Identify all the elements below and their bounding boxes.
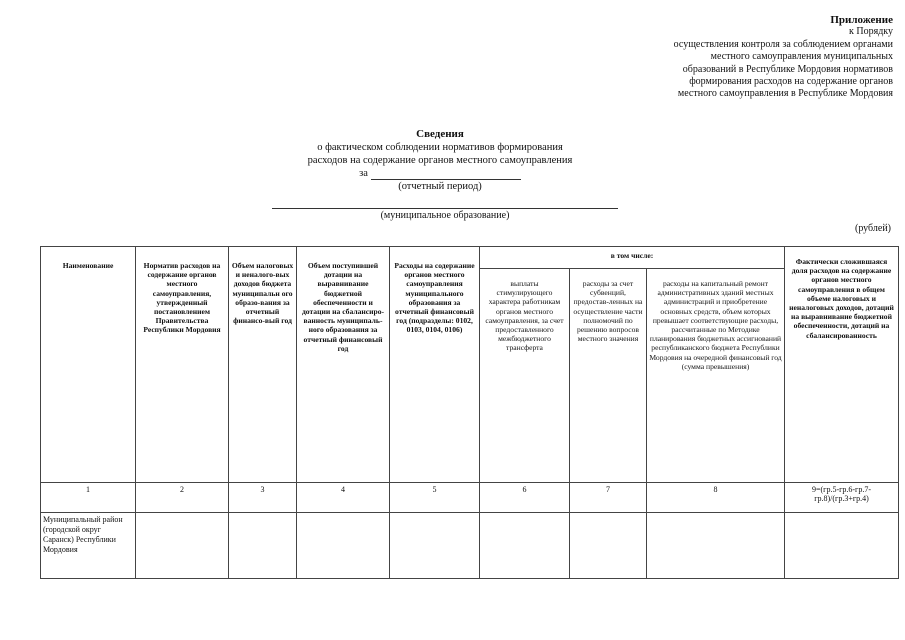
- table-cell: [647, 513, 785, 579]
- column-number: 6: [480, 483, 570, 513]
- period-blank: [371, 169, 521, 180]
- header-name: Наименование: [41, 247, 136, 483]
- table-cell: [136, 513, 229, 579]
- period-caption: (отчетный период): [398, 181, 482, 192]
- column-number: 5: [390, 483, 480, 513]
- period-prefix: за: [359, 168, 368, 179]
- table-cell: [570, 513, 647, 579]
- appendix-line: местного самоуправления муниципальных: [710, 51, 893, 63]
- column-formula: 9=(гр.5-гр.6-гр.7-гр.8)/(гр.3+гр.4): [785, 483, 899, 513]
- column-number: 2: [136, 483, 229, 513]
- table-row-name: Муниципальный район (городской округ Саранск) Республики Мордовия: [41, 513, 136, 579]
- document-title: Сведения: [416, 128, 464, 140]
- table-cell: [390, 513, 480, 579]
- column-number: 3: [229, 483, 297, 513]
- header-including: в том числе:: [480, 247, 785, 269]
- header-revenue: Объем налоговых и неналого-вых доходов бюджета муниципальн ого образо-вания за отчетный финансо-вый год: [229, 247, 297, 483]
- appendix-line: осуществления контроля за соблюдением органами: [673, 38, 893, 50]
- column-number: 1: [41, 483, 136, 513]
- header-subsidy: Объем поступившей дотации на выравнивание бюджетной обеспеченности и дотации на сбалансиро-ванность муниципаль-ного образования за отчетный финансовый год: [297, 247, 390, 483]
- units-label: (рублей): [854, 223, 891, 234]
- document-heading: [250, 128, 630, 193]
- appendix-line: формирования расходов на содержание органов: [689, 76, 893, 88]
- column-number: 7: [570, 483, 647, 513]
- municipality-blank: [272, 208, 618, 209]
- header-incentive: выплаты стимулирующего характера работникам органов местного самоуправления, за счет предоставленного межбюджетного трансферта: [480, 269, 570, 483]
- table-cell: [229, 513, 297, 579]
- table-cell: [480, 513, 570, 579]
- heading-line: о фактическом соблюдении нормативов формирования: [317, 142, 563, 153]
- header-capital-repair: расходы на капитальный ремонт административных зданий местных администраций и приобретение основных средств, объем которых превышает соответствующие расходы, рассчитанные по Методике планирования бюджетных ассигнований республиканского бюджета Республики Мордовия на очередной финансовый год (сумма превышения): [647, 269, 785, 483]
- table-cell: [297, 513, 390, 579]
- header-expenses: Расходы на содержание органов местного самоуправления муниципального образования за отчетный финансовый год (подразделы: 0102, 0103, 0104, 0106): [390, 247, 480, 483]
- appendix-line: образований в Республике Мордовия нормативов: [682, 63, 893, 75]
- appendix-line: к Порядку: [849, 26, 893, 38]
- municipality-caption: (муниципальное образование): [380, 210, 510, 221]
- period-line: [250, 167, 630, 180]
- column-number: 4: [297, 483, 390, 513]
- header-norm: Норматив расходов на содержание органов местного самоуправления, утвержденный постановлением Правительства Республики Мордовия: [136, 247, 229, 483]
- table-cell: [785, 513, 899, 579]
- heading-line: расходов на содержание органов местного самоуправления: [307, 155, 573, 166]
- appendix-block: [593, 14, 893, 101]
- appendix-title: Приложение: [830, 14, 893, 26]
- column-number: 8: [647, 483, 785, 513]
- appendix-line: местного самоуправления в Республике Мордовия: [677, 88, 893, 100]
- header-actual-share: Фактически сложившаяся доля расходов на содержание органов местного самоуправления в общем объеме налоговых и неналоговых доходов, дотаций на выравнивание бюджетной обеспеченности, дотаций на сбалансированность: [785, 247, 899, 483]
- header-subventions: расходы за счет субвенций, предостав-ленных на осуществление части полномочий по решению вопросов местного значения: [570, 269, 647, 483]
- report-table: [40, 246, 899, 579]
